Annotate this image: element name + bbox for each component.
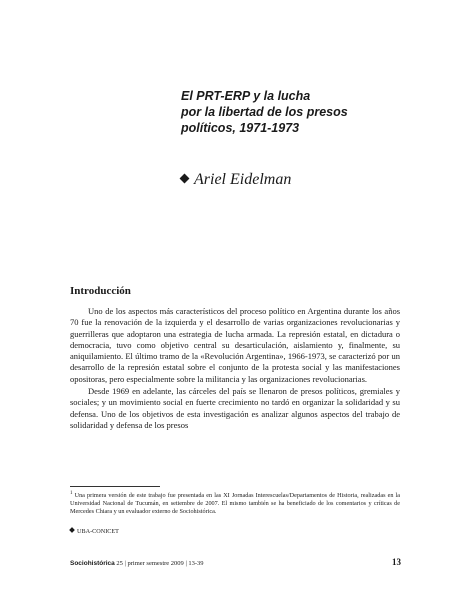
page-range: 13-39 xyxy=(188,560,204,567)
journal-name: Sociohistórica xyxy=(70,560,115,567)
article-title xyxy=(181,88,421,136)
page-number: 13 xyxy=(392,557,401,567)
issue-details: primer semestre 2009 xyxy=(127,560,184,567)
author-affiliation xyxy=(70,528,119,536)
author-name: Ariel Eidelman xyxy=(194,171,292,188)
author-line xyxy=(181,170,291,190)
footnote-divider xyxy=(70,486,160,487)
affiliation-text: UBA-CONICET xyxy=(77,528,119,535)
journal-issue: 25 xyxy=(116,560,123,567)
body-paragraph: Desde 1969 en adelante, las cárceles del país se llenaron de presos políticos, gremiales y sociales; y un movimiento social en fuerte crecimiento no tardó en organizar la solidaridad y su defensa. Uno de los objetivos de esta investigación es analizar algunos aspectos del trabajo de solidaridad y defensa de los presos xyxy=(70,386,400,430)
diamond-bullet-icon xyxy=(69,527,75,533)
footnote-text: Una primera versión de este trabajo fue presentada en las XI Jornadas Interescuelas/Departamentos de Historia, realizadas en la Universidad Nacional de Tucumán, en setiembre de 2007. El mismo también se ha beneficiado de los comentarios y críticas de Mercedes Chiara y un evaluador externo de Sociohistórica. xyxy=(70,492,401,516)
footnote-marker: 1 xyxy=(70,491,73,496)
footnote xyxy=(70,490,400,517)
running-footer xyxy=(70,559,204,568)
article-title-line: por la libertad de los presos xyxy=(181,105,348,119)
body-paragraph: Uno de los aspectos más característicos del proceso político en Argentina durante los años 70 fue la renovación de la izquierda y el desarrollo de varias organizaciones revolucionarias y guerrilleras que adoptaron una estrategia de lucha armada. La represión estatal, en dictadura o democracia, tuvo como objetivo central su desarticulación, aislamiento y, finalmente, su aniquilamiento. El último tramo de la «Revolución Argentina», 1966-1973, se caracterizó por un desarrollo de la represión estatal sobre el conjunto de la protesta social y las manifestaciones opositoras, pero especialmente sobre la militancia y las organizaciones revolucionarias. xyxy=(70,306,400,384)
article-title-line: El PRT-ERP y la lucha xyxy=(181,89,311,103)
body-text xyxy=(70,306,400,431)
section-heading: Introducción xyxy=(70,285,131,297)
article-title-line: políticos, 1971-1973 xyxy=(181,121,300,135)
footer-separator: | xyxy=(185,560,187,567)
diamond-bullet-icon xyxy=(180,174,190,184)
footer-separator: | xyxy=(124,560,126,567)
